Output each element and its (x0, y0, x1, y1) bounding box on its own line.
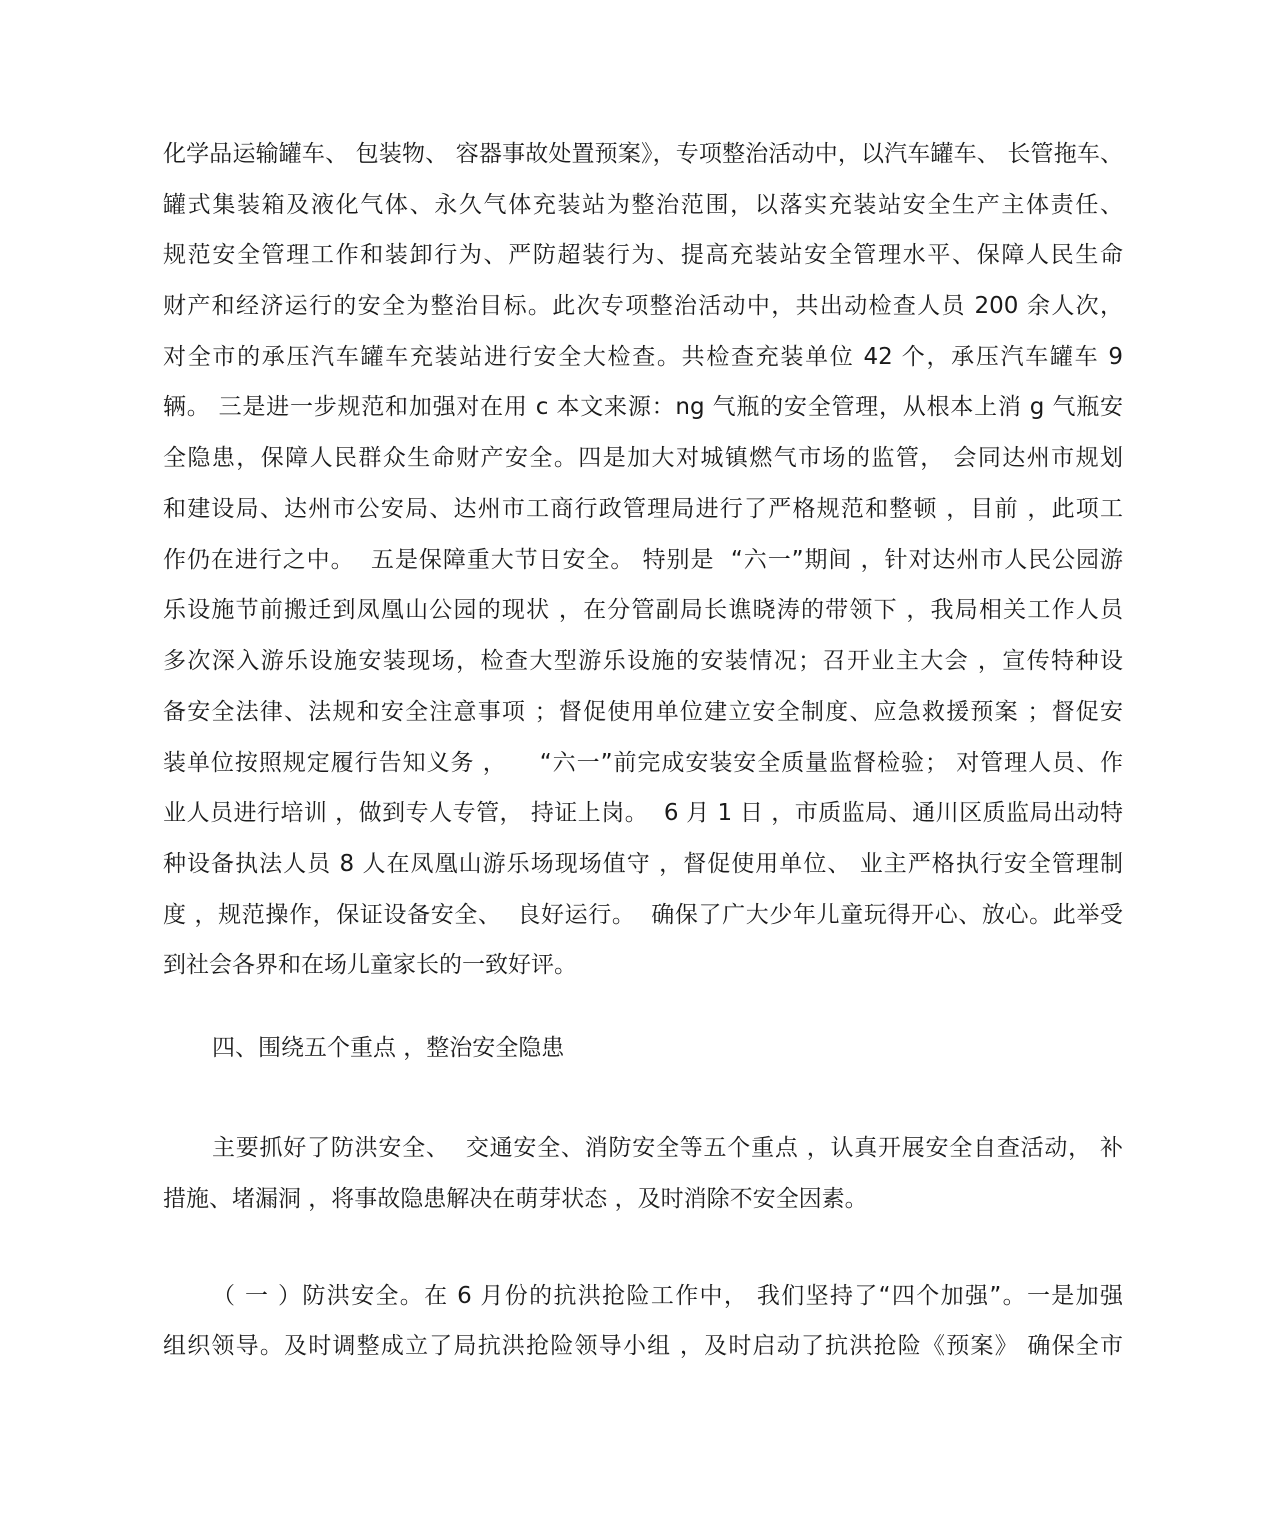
paragraph-line: 业人员进行培训 ，做到专人专管， 持证上岗。 6 月 1 日 ，市质监局、通川区质监局出动特 (163, 800, 1123, 826)
paragraph-line: 辆。 三是进一步规范和加强对在用 c 本文来源：ng 气瓶的安全管理，从根本上消 g 气瓶安 (163, 394, 1123, 420)
paragraph-line: 和建设局、达州市公安局、达州市工商行政管理局进行了严格规范和整顿 ，目前 ，此项工 (163, 496, 1123, 522)
paragraph-line: 财产和经济运行的安全为整治目标。此次专项整治活动中，共出动检查人员 200 余人次， (163, 293, 1123, 319)
paragraph-line: 作仍在进行之中。 五是保障重大节日安全。 特别是 “六一”期间 ，针对达州市人民公园游 (163, 547, 1123, 573)
paragraph-line: 到社会各界和在场儿童家长的一致好评。 (163, 952, 577, 978)
paragraph-line: 装单位按照规定履行告知义务 ， “六一”前完成安装安全质量监督检验； 对管理人员、作 (163, 750, 1123, 776)
paragraph-line: （ 一 ）防洪安全。在 6 月份的抗洪抢险工作中， 我们坚持了“四个加强”。一是加强 (212, 1283, 1123, 1309)
paragraph-line: 主要抓好了防洪安全、 交通安全、消防安全等五个重点 ，认真开展安全自查活动， 补 (212, 1135, 1123, 1161)
paragraph-line: 多次深入游乐设施安装现场，检查大型游乐设施的安装情况；召开业主大会 ，宣传特种设 (163, 648, 1123, 674)
section-heading: 四、围绕五个重点 ，整治安全隐患 (212, 1035, 565, 1061)
paragraph-line: 全隐患，保障人民群众生命财产安全。四是加大对城镇燃气市场的监管， 会同达州市规划 (163, 445, 1123, 471)
paragraph-line: 规范安全管理工作和装卸行为、严防超装行为、提高充装站安全管理水平、保障人民生命 (163, 242, 1123, 268)
paragraph-line: 对全市的承压汽车罐车充装站进行安全大检查。共检查充装单位 42 个，承压汽车罐车 9 (163, 344, 1123, 370)
paragraph-line: 罐式集装箱及液化气体、永久气体充装站为整治范围，以落实充装站安全生产主体责任、 (163, 192, 1123, 218)
paragraph-line: 措施、堵漏洞 ，将事故隐患解决在萌芽状态 ，及时消除不安全因素。 (163, 1186, 868, 1212)
paragraph-line: 化学品运输罐车、 包装物、 容器事故处置预案》，专项整治活动中，以汽车罐车、 长管拖车、 (163, 141, 1123, 167)
paragraph-line: 乐设施节前搬迁到凤凰山公园的现状 ，在分管副局长谯晓涛的带领下 ，我局相关工作人员 (163, 597, 1123, 623)
paragraph-line: 组织领导。及时调整成立了局抗洪抢险领导小组 ，及时启动了抗洪抢险《预案》 确保全市 (163, 1333, 1123, 1359)
paragraph-line: 备安全法律、法规和安全注意事项 ；督促使用单位建立安全制度、应急救援预案 ；督促安 (163, 699, 1123, 725)
paragraph-line: 种设备执法人员 8 人在凤凰山游乐场现场值守 ，督促使用单位、 业主严格执行安全管理制 (163, 851, 1123, 877)
paragraph-line: 度 ，规范操作，保证设备安全、 良好运行。 确保了广大少年儿童玩得开心、放心。此举受 (163, 902, 1123, 928)
